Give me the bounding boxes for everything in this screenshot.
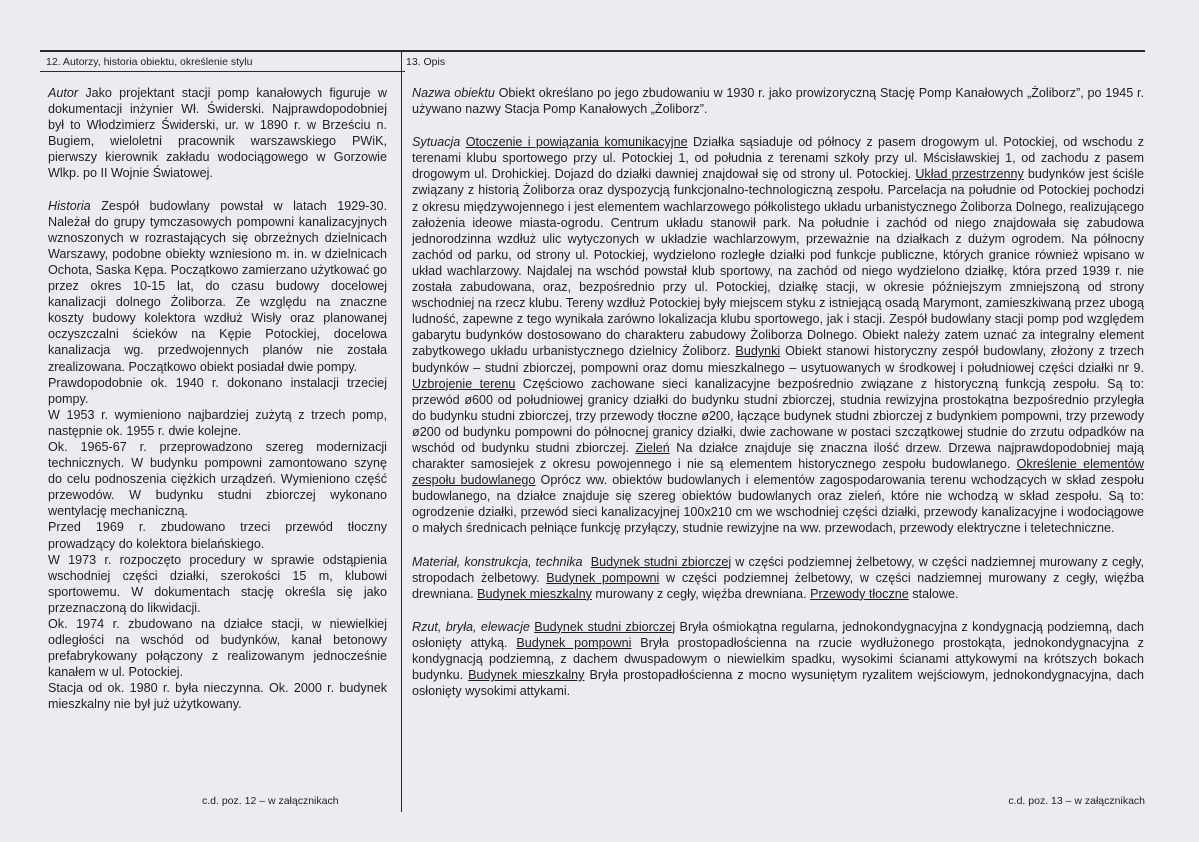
material-tloczne-heading: Przewody tłoczne bbox=[810, 586, 909, 601]
zielen-heading: Zieleń bbox=[635, 440, 670, 455]
rzut-paragraph bbox=[412, 619, 1144, 699]
material-studni-text: w części podziemnej żelbetowy, w części nadziemnej murowany z cegły, stropodach żelbetowy. bbox=[412, 554, 1144, 585]
material-tloczne-text: stalowe. bbox=[908, 586, 959, 601]
historia-text: Zespół budowlany powstał w latach 1929-30. Należał do grupy tymczasowych pompowni kanalizacyjnych wznoszonych w rozrastających się obrzeżnych dzielnicach Warszawy, podobne obiekty wzniesiono m. in. w dzielnicach Ochota, Saska Kępa. Początkowo zamierzano użytkować go przez okres 10-15 lat, do czasu budowy docelowej kanalizacji dolnego Żoliborza. Ze względu na znaczne koszty budowy kolektora wzdłuż Wisły oraz planowanej oczyszczalni ścieków na Kępie Potockiej, docelowa kanalizacja wg. przedwojennych planów nie została zrealizowana. Początkowo obiekt posiadał dwie pompy. bbox=[48, 198, 387, 374]
material-mieszkalny-text: murowany z cegły, więźba drewniana. bbox=[591, 586, 811, 601]
otoczenie-heading: Otoczenie i powiązania komunikacyjne bbox=[465, 135, 688, 150]
rzut-pompowni-text: Bryła prostopadłościenna na rzucie wydłużonego prostokąta, jednokondygnacyjna z kondygnacją podziemną, z dachem dwuspadowym o niewielkim spadku, wysokimi ścianami attykowymi na krótszych bokach budynku. bbox=[412, 635, 1144, 683]
history-paragraph: Stacja od ok. 1980 r. była nieczynna. Ok. 2000 r. budynek mieszkalny nie był już użytkowany. bbox=[48, 681, 387, 712]
history-paragraph: Ok. 1974 r. zbudowano na działce stacji, w niewielkiej odległości na wschód od budynków, kanał betonowy prefabrykowany połączony z realizowanym jednocześnie kanałem w ul. Potockiej. bbox=[48, 617, 387, 680]
budynki-heading: Budynki bbox=[735, 344, 781, 359]
history-paragraph: Ok. 1965-67 r. przeprowadzono szereg modernizacji technicznych. W budynku pompowni zamontowano szynę do celu podnoszenia ciężkich urządzeń. Wymieniono część przewodów. W budynku studni zbiorczej wykonano wentylację mechaniczną. bbox=[48, 439, 387, 519]
history-paragraph: W 1953 r. wymieniono najbardziej zużytą z trzech pomp, następnie ok. 1955 r. dwie kolejne. bbox=[48, 407, 387, 438]
material-label: Materiał, konstrukcja, technika bbox=[412, 554, 583, 569]
historia-paragraph bbox=[48, 198, 387, 375]
top-rule bbox=[40, 50, 1145, 52]
uzbrojenie-heading: Uzbrojenie terenu bbox=[412, 376, 516, 391]
okreslenie-heading: Określenie elementów zespołu budowlanego bbox=[412, 457, 1144, 488]
section-13-header: 13. Opis bbox=[406, 56, 446, 68]
autor-paragraph bbox=[48, 85, 387, 182]
nazwa-paragraph bbox=[412, 85, 1144, 117]
autor-text: Jako projektant stacji pomp kanałowych figuruje w dokumentacji inżynier Wł. Świderski. Najprawdopodobniej był to Włodzimierz Świderski, ur. w 1890 r. w Brześciu n. Bugiem, wieloletni pracownik warszawskiego PWiK, pierwszy kierownik zakładu wodociągowego w Gorzowie Wlkp. po II Wojnie Światowej. bbox=[48, 86, 387, 181]
column-divider bbox=[401, 52, 402, 812]
rzut-mieszkalny-text: Bryła prostopadłościenna z mocno wysuniętym ryzalitem wejściowym, jednokondygnacyjna, dach osłonięty wysokimi attykami. bbox=[412, 668, 1144, 699]
nazwa-label: Nazwa obiektu bbox=[412, 86, 495, 100]
sytuacja-paragraph bbox=[412, 134, 1144, 536]
section-12-continuation: c.d. poz. 12 – w załącznikach bbox=[202, 795, 339, 807]
budynki-text: Obiekt stanowi historyczny zespół budowlany, złożony z trzech budynków – studni zbiorczej, pompowni oraz domu mieszkalnego – usytuowanych w środkowej i południowej części działki nr 9. bbox=[412, 344, 1144, 375]
material-pompowni-text: w części podziemnej żelbetowy, w części nadziemnej murowany z cegły, więźba drewniana. bbox=[412, 570, 1145, 601]
zielen-text: Na działce znajduje się znaczna ilość drzew. Drzewa najprawdopodobniej mają charakter samosiejek z okresu powojennego i nie są elementem historycznego zespołu budowlanego. bbox=[412, 440, 1144, 472]
okreslenie-text: Oprócz ww. obiektów budowlanych i elementów zagospodarowania terenu wchodzących w skład zespołu budowlanego, na działce znajduje się szereg obiektów budowlanych oraz zieleń, które nie wchodzą w skład zespołu. Są to: ogrodzenie działki, przewód sieci kanalizacyjnej 100x210 cm we wschodniej części działki, przewody kanalizacyjne i wodociągowe o małych średnicach pełniące funkcję przyłączy, studnie rewizyjne na ww. przewodach, przewody elektryczne i teletechniczne. bbox=[412, 473, 1144, 536]
section-12 bbox=[46, 54, 391, 713]
rzut-pompowni-heading: Budynek pompowni bbox=[516, 635, 632, 650]
rzut-studni-text: Bryła ośmiokątna regularna, jednokondygnacyjna z kondygnacją podziemną, dach osłonięty attyką. bbox=[412, 619, 1144, 650]
uzbrojenie-text: Częściowo zachowane sieci kanalizacyjne bezpośrednio związane z historyczną funkcją zespołu. Są to: przewód ø600 od południowej granicy działki do budynku studni zbiorczej, studnia rewizyjna prostokątna bezpośrednio przyległa do budynku studni zbiorczej, trzy przewody tłoczne ø200, łączące budynek studni zbiorczej z budynkiem pompowni, trzy przewody ø200 od budynku pompowni do północnej granicy działki, dwie zachowane w postaci szczątkowej studnie do zrzutu odpadków na wschód od budynku studni zbiorczej. bbox=[412, 376, 1144, 455]
section-13-continuation: c.d. poz. 13 – w załącznikach bbox=[1008, 795, 1145, 807]
nazwa-text: Obiekt określano po jego zbudowaniu w 1930 r. jako prowizoryczną Stację Pomp Kanałowych „Żoliborz”, po 1945 r. używano nazwy Stacja Pomp Kanałowych „Żoliborz”. bbox=[412, 86, 1145, 117]
uklad-heading: Układ przestrzenny bbox=[915, 167, 1024, 182]
uklad-text: budynków jest ściśle związany z historią Żoliborza oraz dyspozycją funkcjonalno-technologiczną zespołu. Parcelacja na południe od Potockiej pochodzi z okresu międzywojennego i jest elementem wachlarzowego półkolistego układu urbanistycznego Żoliborza Dolnego, realizującego założenia ideowe miasta-ogrodu. Centrum układu stanowił park. Na południe i zachód od niego znajdowała się zabudowa jednorodzinna wzdłuż ulic wytyczonych w układzie wachlarzowym, przeważnie na działkach z dużym ogrodem. Na północny zachód od parku, od strony ul. Potockiej, wydzielono rozległe działki pod funkcje publiczne, których granice również wpisano w układ wachlarzowy. Najdalej na wschód powstał klub sportowy, na zachód od niego wydzielono działkę, która przed 1939 r. nie została zabudowana, oraz, bezpośrednio przy ul. Potockiej, działkę stacji, w okresie późniejszym zmniejszoną od strony wschodniej na rzecz klubu. Tereny wzdłuż Potockiej były miejscem styku z istniejącą osadą Marymont, zamieszkiwaną przez ubogą ludność, zapewne z tego wynikała zarówno lokalizacja klubu sportowego, jak i stacji. Zespół budowlany stacji pomp pod względem gabarytu budynków dostosowano do charakteru zabudowy Żoliborza Dolnego. Obiekt należy zatem uznać za integralny element zabytkowego układu urbanistycznego dzielnicy Żoliborz. bbox=[412, 167, 1145, 359]
history-paragraph: Przed 1969 r. zbudowano trzeci przewód tłoczny prowadzący do kolektora bielańskiego. bbox=[48, 520, 387, 551]
historia-label: Historia bbox=[48, 198, 91, 213]
material-pompowni-heading: Budynek pompowni bbox=[546, 570, 660, 585]
rzut-studni-heading: Budynek studni zbiorczej bbox=[534, 619, 676, 634]
section-12-body bbox=[46, 85, 391, 713]
otoczenie-text: Działka sąsiaduje od północy z pasem drogowym ul. Potockiej, od wschodu z terenami klubu sportowego przy ul. Potockiej 1, od południa z terenami szkoły przy ul. Mścisławskiej 1, od zachodu z pasem drogowym ul. Drohickiej. Dojazd do działki dawniej znajdował się od strony ul. Potockiej. bbox=[412, 135, 1144, 182]
section-13-body bbox=[406, 85, 1144, 699]
rzut-label: Rzut, bryła, elewacje bbox=[412, 619, 530, 634]
history-paragraph: W 1973 r. rozpoczęto procedury w sprawie odstąpienia wschodniej części działki, szerokości 15 m, klubowi sportowemu. W dokumentach stację określa się jako przeznaczoną do likwidacji. bbox=[48, 552, 387, 615]
autor-label: Autor bbox=[48, 86, 79, 100]
rzut-mieszkalny-heading: Budynek mieszkalny bbox=[468, 668, 585, 683]
material-mieszkalny-heading: Budynek mieszkalny bbox=[477, 586, 592, 601]
section-12-header: 12. Autorzy, historia obiektu, określenie stylu bbox=[46, 56, 253, 68]
form-frame bbox=[40, 50, 1145, 815]
sytuacja-label: Sytuacja bbox=[412, 135, 461, 150]
material-paragraph bbox=[412, 554, 1144, 602]
history-paragraph: Prawdopodobnie ok. 1940 r. dokonano instalacji trzeciej pompy. bbox=[48, 375, 387, 406]
section-13 bbox=[406, 54, 1144, 699]
material-studni-heading: Budynek studni zbiorczej bbox=[590, 554, 732, 569]
